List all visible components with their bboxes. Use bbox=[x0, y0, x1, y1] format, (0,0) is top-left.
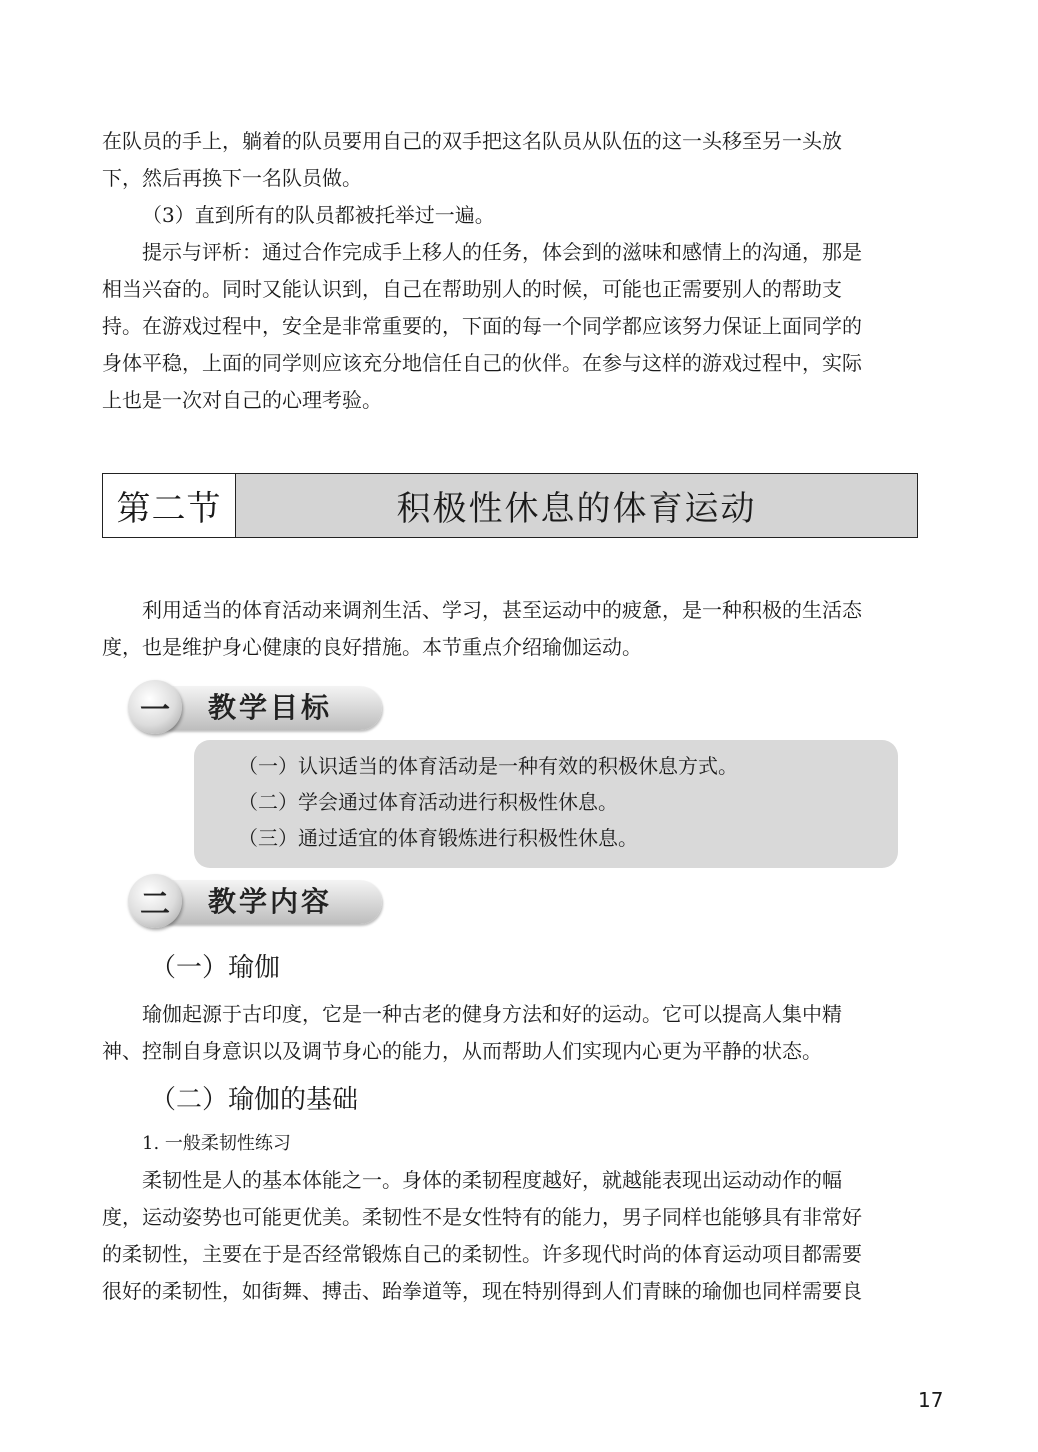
tips-line: 相当兴奋的。同时又能认识到，自己在帮助别人的时候，可能也正需要别人的帮助支 bbox=[102, 277, 842, 301]
yoga-heading: （一）瑜伽 bbox=[150, 953, 281, 983]
text-line: 神、控制自身意识以及调节身心的能力，从而帮助人们实现内心更为平静的状态。 bbox=[102, 1039, 822, 1063]
text-line: 度，也是维护身心健康的良好措施。本节重点介绍瑜伽运动。 bbox=[102, 635, 642, 659]
text-line: 很好的柔韧性，如街舞、搏击、跆拳道等，现在特别得到人们青睐的瑜伽也同样需要良 bbox=[102, 1279, 862, 1303]
flexibility-subheading: 1. 一般柔韧性练习 bbox=[142, 1133, 291, 1154]
section-number: 第二节 bbox=[103, 474, 236, 537]
yoga-paragraph bbox=[102, 996, 920, 1070]
heading-text: 教学目标 bbox=[208, 691, 333, 724]
continuation-paragraph bbox=[102, 123, 920, 419]
tips-line: 提示与评析：通过合作完成手上移人的任务，体会到的滋味和感情上的沟通，那是 bbox=[142, 240, 862, 264]
heading-number-badge: 一 bbox=[128, 680, 182, 734]
tips-line: 身体平稳，上面的同学则应该充分地信任自己的伙伴。在参与这样的游戏过程中，实际 bbox=[102, 351, 862, 375]
intro-paragraph bbox=[102, 592, 920, 666]
text-line: 在队员的手上，躺着的队员要用自己的双手把这名队员从队伍的这一头移至另一头放 bbox=[102, 129, 842, 153]
step-3: （3）直到所有的队员都被托举过一遍。 bbox=[142, 203, 495, 227]
tips-line: 持。在游戏过程中，安全是非常重要的，下面的每一个同学都应该努力保证上面同学的 bbox=[102, 314, 862, 338]
yoga-basics-heading: （二）瑜伽的基础 bbox=[150, 1085, 359, 1115]
heading-teaching-goals bbox=[128, 680, 382, 734]
text-line: 下，然后再换下一名队员做。 bbox=[102, 166, 362, 190]
heading-teaching-content bbox=[128, 874, 382, 928]
section-title: 积极性休息的体育运动 bbox=[236, 474, 917, 537]
goal-item: （二）学会通过体育活动进行积极性休息。 bbox=[238, 790, 618, 814]
heading-number-badge: 二 bbox=[128, 874, 182, 928]
goals-box bbox=[194, 740, 898, 868]
text-line: 柔韧性是人的基本体能之一。身体的柔韧程度越好，就越能表现出运动动作的幅 bbox=[142, 1168, 842, 1192]
text-line: 瑜伽起源于古印度，它是一种古老的健身方法和好的运动。它可以提高人集中精 bbox=[142, 1002, 842, 1026]
tips-line: 上也是一次对自己的心理考验。 bbox=[102, 388, 382, 412]
heading-text: 教学内容 bbox=[208, 885, 333, 918]
text-line: 度，运动姿势也可能更优美。柔韧性不是女性特有的能力，男子同样也能够具有非常好 bbox=[102, 1205, 862, 1229]
goal-item: （一）认识适当的体育活动是一种有效的积极休息方式。 bbox=[238, 754, 738, 778]
goals-list bbox=[238, 748, 738, 856]
section-header bbox=[102, 473, 918, 538]
flexibility-paragraph bbox=[102, 1162, 920, 1310]
text-line: 的柔韧性，主要在于是否经常锻炼自己的柔韧性。许多现代时尚的体育运动项目都需要 bbox=[102, 1242, 862, 1266]
text-line: 利用适当的体育活动来调剂生活、学习，甚至运动中的疲惫，是一种积极的生活态 bbox=[142, 598, 862, 622]
page-number: 17 bbox=[918, 1388, 944, 1412]
goal-item: （三）通过适宜的体育锻炼进行积极性休息。 bbox=[238, 826, 638, 850]
